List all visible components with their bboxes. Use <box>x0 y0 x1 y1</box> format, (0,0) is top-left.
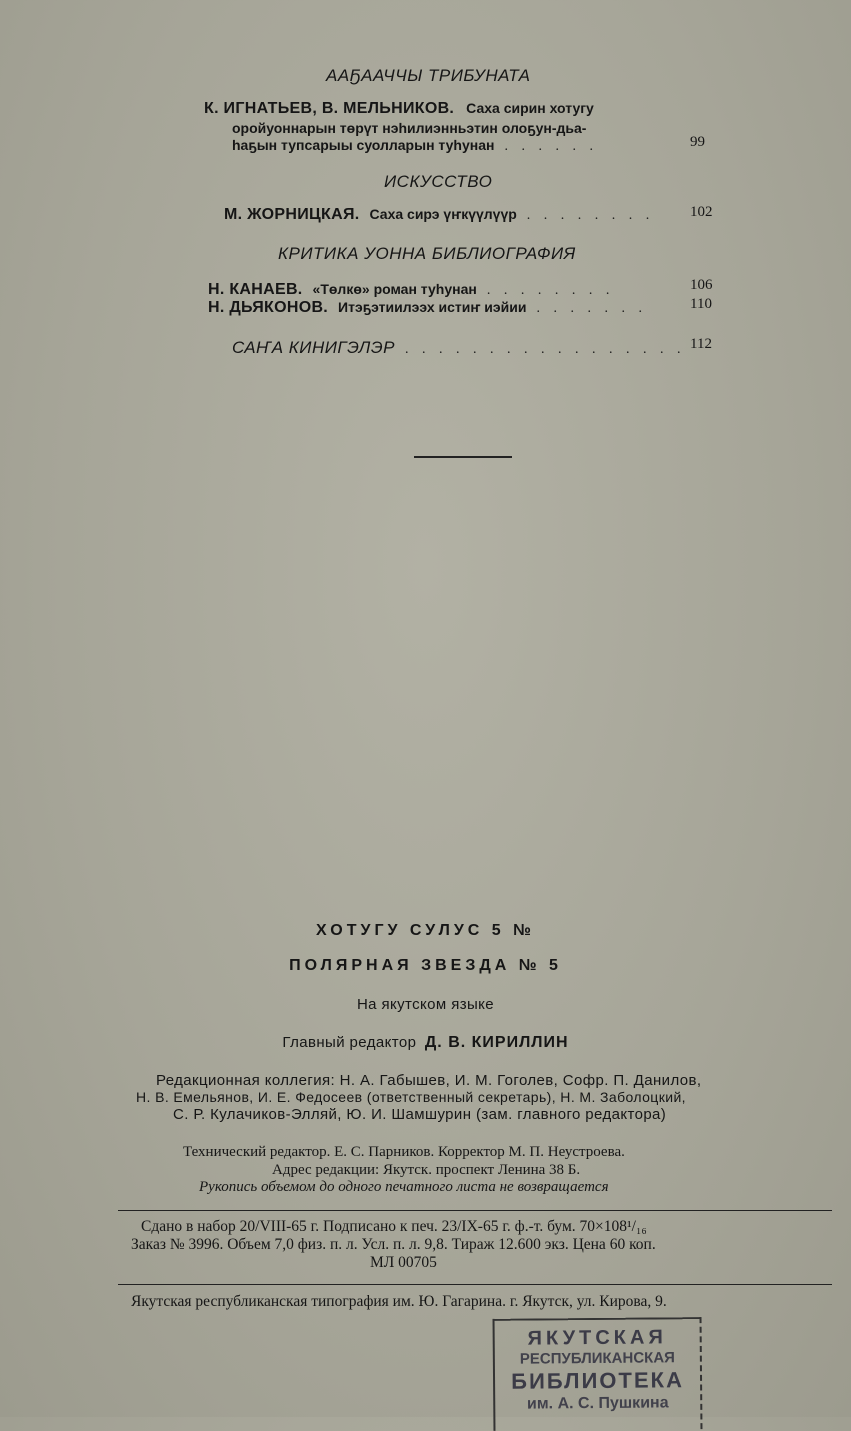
toc-page-number: 102 <box>690 204 713 220</box>
stamp-line: ЯКУТСКАЯ <box>527 1326 667 1350</box>
toc-entry-dyakonov <box>208 299 647 317</box>
toc-leader-dots: . . . . . . . . <box>486 283 615 298</box>
stamp-line: РЕСПУБЛИКАНСКАЯ <box>519 1349 675 1368</box>
toc-leader-dots: . . . . . . <box>504 139 598 154</box>
chief-editor-label: Главный редактор <box>282 1034 417 1051</box>
toc-entry-new-books <box>232 338 685 358</box>
print-info-line-2: Заказ № 3996. Объем 7,0 физ. п. л. Усл. п. л. 9,8. Тираж 12.600 экз. Цена 60 коп. <box>131 1236 656 1253</box>
toc-page-number: 106 <box>690 277 713 293</box>
editorial-board-line-1: Редакционная коллегия: Н. А. Габышев, И. М. Гоголев, Софр. П. Данилов, <box>156 1072 702 1089</box>
chief-editor-name: Д. В. КИРИЛЛИН <box>424 1034 569 1051</box>
toc-author: Н. КАНАЕВ. <box>208 281 303 298</box>
toc-entry-zhornitskaya <box>224 206 654 224</box>
toc-leader-dots: . . . . . . . . . . . . . . . . . <box>404 342 686 357</box>
stamp-line: БИБЛИОТЕКА <box>511 1367 685 1394</box>
toc-title-line-3 <box>232 137 598 155</box>
chief-editor <box>0 1034 851 1052</box>
toc-page-number: 110 <box>690 296 712 312</box>
toc-entry-ignatiev <box>204 100 594 118</box>
toc-title: Итэҕэтиилээх истиҥ иэйии <box>338 299 527 315</box>
section-heading-critique: КРИТИКА УОННА БИБЛИОГРАФИЯ <box>278 244 576 263</box>
journal-title-russian: ПОЛЯРНАЯ ЗВЕЗДА № 5 <box>289 957 562 974</box>
library-stamp <box>493 1317 703 1431</box>
toc-leader-dots: . . . . . . . <box>536 301 647 316</box>
divider <box>118 1284 832 1285</box>
editorial-board-line-3: С. Р. Кулачиков-Элляй, Ю. И. Шамшурин (зам. главного редактора) <box>173 1106 667 1123</box>
toc-author: Н. ДЬЯКОНОВ. <box>208 299 329 316</box>
toc-leader-dots: . . . . . . . . <box>526 208 655 223</box>
print-info-line-1: Сдано в набор 20/VIII-65 г. Подписано к печ. 23/IX-65 г. ф.-т. бум. 70×108¹/₁₆ <box>141 1218 647 1235</box>
editorial-address: Адрес редакции: Якутск. проспект Ленина 38 Б. <box>272 1162 581 1178</box>
language-note: На якутском языке <box>356 996 495 1013</box>
toc-author: М. ЖОРНИЦКАЯ. <box>224 206 360 223</box>
tech-editor: Технический редактор. Е. С. Парников. Корректор М. П. Неустроева. <box>183 1144 625 1160</box>
section-heading-art: ИСКУССТВО <box>384 172 493 191</box>
toc-title: «Төлкө» роман туһунан <box>312 281 477 297</box>
toc-entry-kanaev <box>208 281 614 299</box>
toc-title: һаҕын тупсарыы суолларын туһунан <box>232 137 495 153</box>
editorial-board-line-2: Н. В. Емельянов, И. Е. Федосеев (ответственный секретарь), Н. М. Заболоцкий, <box>136 1089 686 1105</box>
section-heading-tribunata: ААҔААЧЧЫ ТРИБУНАТА <box>326 66 531 85</box>
toc-page-number: 99 <box>690 134 705 150</box>
stamp-line: им. А. С. Пушкина <box>526 1394 669 1414</box>
print-info-line-3: МЛ 00705 <box>370 1254 437 1271</box>
toc-title: Саха сирэ үҥкүүлүүр <box>369 206 517 222</box>
divider <box>118 1210 832 1211</box>
toc-page-number: 112 <box>690 336 712 352</box>
toc-title: САҤА КИНИГЭЛЭР <box>232 338 395 357</box>
toc-title: Саха сирин хотугу <box>466 100 594 116</box>
toc-title-line-2: оройуоннарын төрүт нэһилиэнньэтин олоҕун-дьа- <box>232 120 587 136</box>
journal-title-yakut: ХОТУГУ СУЛУС 5 № <box>316 922 535 939</box>
divider <box>414 456 512 458</box>
typography-info: Якутская республиканская типография им. Ю. Гагарина. г. Якутск, ул. Кирова, 9. <box>131 1293 667 1310</box>
manuscript-note: Рукопись объемом до одного печатного листа не возвращается <box>199 1179 609 1195</box>
toc-author: К. ИГНАТЬЕВ, В. МЕЛЬНИКОВ. <box>204 100 455 117</box>
